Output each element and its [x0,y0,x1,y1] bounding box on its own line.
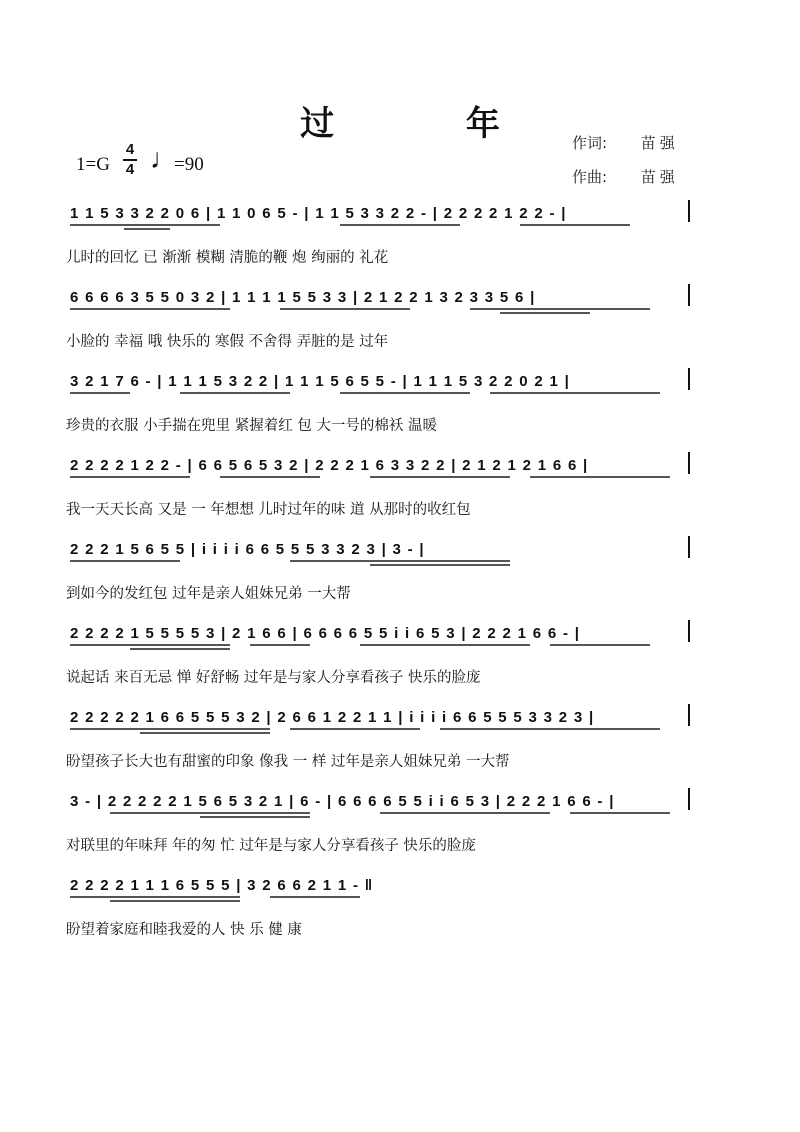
song-title: 过 年 [300,104,560,144]
beam-line [370,564,510,566]
notation-line [70,704,700,740]
barline [688,536,690,558]
beam-line [130,648,230,650]
notation-text: 2 2 2 1 5 6 5 5 | i i i i 6 6 5 5 5 3 3 2 3 | 3 - | [70,541,425,558]
notation-text: 2 2 2 2 2 1 6 6 5 5 5 3 2 | 2 6 6 1 2 2 1 1 | i i i i 6 6 5 5 5 3 3 2 3 | [70,709,595,726]
beam-line [290,728,420,730]
barline [688,284,690,306]
beam-line [70,728,270,730]
time-signature-top: 4 [125,141,135,158]
lyrics-line: 小脸的 幸福 哦 快乐的 寒假 不舍得 弄脏的是 过年 [66,334,389,350]
beam-line [370,476,510,478]
music-system-6 [0,620,800,700]
notation-line [70,620,700,656]
music-system-3 [0,368,800,448]
lyricist-name: 苗强 [640,134,679,152]
beam-line [70,560,180,562]
beam-line [70,392,130,394]
notation-line [70,872,700,908]
notation-line [70,452,700,488]
notation-text: 6 6 6 6 3 5 5 0 3 2 | 1 1 1 1 5 5 3 3 | 2 1 2 2 1 3 2 3 3 5 6 | [70,289,536,306]
beam-line [280,308,410,310]
beam-line [290,560,510,562]
notation-line [70,368,700,404]
lyrics-line: 盼望着家庭和睦我爱的人 快 乐 健 康 [66,922,302,938]
beam-line [124,228,170,230]
beam-line [70,896,240,898]
composer-credit [572,166,679,187]
music-system-8 [0,788,800,868]
beam-line [520,224,630,226]
music-system-5 [0,536,800,616]
notation-text: 1 1 5 3 3 2 2 0 6 | 1 1 0 6 5 - | 1 1 5 3 3 2 2 - | 2 2 2 2 1 2 2 - | [70,205,567,222]
time-signature-bottom: 4 [125,160,135,178]
time-signature [123,142,137,178]
lyrics-line: 到如今的发红包 过年是亲人姐妹兄弟 一大帮 [66,586,351,602]
lyrics-line: 我一天天长高 又是 一 年想想 儿时过年的味 道 从那时的收红包 [66,502,471,518]
beam-line [180,392,290,394]
barline [688,368,690,390]
beam-line [110,900,240,902]
lyricist-label: 作词: [572,134,608,152]
notation-text: 3 - | 2 2 2 2 2 1 5 6 5 3 2 1 | 6 - | 6 6 6 6 5 5 i i 6 5 3 | 2 2 2 1 6 6 - | [70,793,615,810]
music-system-1 [0,200,800,280]
barline [688,452,690,474]
beam-line [250,644,310,646]
barline [688,200,690,222]
notation-line [70,788,700,824]
barline [688,620,690,642]
lyrics-line: 说起话 来百无忌 惮 好舒畅 过年是与家人分享看孩子 快乐的脸庞 [66,670,481,686]
lyrics-line: 珍贵的衣服 小手揣在兜里 紧握着红 包 大一号的棉袄 温暖 [66,418,438,434]
notation-line [70,200,700,236]
quarter-note-icon: ♩ [150,144,178,175]
music-system-9 [0,872,800,952]
key-signature: 1=G [76,154,110,175]
music-system-4 [0,452,800,532]
beam-line [220,476,320,478]
beam-line [270,896,360,898]
notation-text: 2 2 2 2 1 5 5 5 5 3 | 2 1 6 6 | 6 6 6 6 5 5 i i 6 5 3 | 2 2 2 1 6 6 - | [70,625,581,642]
lyricist-credit [572,132,679,153]
tempo-marking: =90 [174,154,204,175]
lyrics-line: 盼望孩子长大也有甜蜜的印象 像我 一 样 过年是亲人姐妹兄弟 一大帮 [66,754,510,770]
beam-line [70,476,190,478]
beam-line [360,644,530,646]
beam-line [470,308,650,310]
beam-line [440,728,660,730]
beam-line [70,644,230,646]
beam-line [140,732,270,734]
beam-line [550,644,650,646]
beam-line [110,812,310,814]
beam-line [70,308,230,310]
barline [688,788,690,810]
lyrics-line: 对联里的年味拜 年的匆 忙 过年是与家人分享看孩子 快乐的脸庞 [66,838,476,854]
beam-line [570,812,670,814]
notation-line [70,284,700,320]
composer-label: 作曲: [572,168,608,186]
composer-name: 苗强 [640,168,679,186]
barline [688,704,690,726]
notation-text: 2 2 2 2 1 2 2 - | 6 6 5 6 5 3 2 | 2 2 2 1 6 3 3 2 2 | 2 1 2 1 2 1 6 6 | [70,457,589,474]
lyrics-line: 儿时的回忆 已 渐渐 模糊 清脆的鞭 炮 绚丽的 礼花 [66,250,389,266]
notation-line [70,536,700,572]
beam-line [530,476,670,478]
music-system-7 [0,704,800,784]
notation-text: 2 2 2 2 1 1 1 6 5 5 5 | 3 2 6 6 2 1 1 - ‖ [70,877,374,894]
notation-text: 3 2 1 7 6 - | 1 1 1 5 3 2 2 | 1 1 1 5 6 5 5 - | 1 1 1 5 3 2 2 0 2 1 | [70,373,571,390]
music-system-2 [0,284,800,364]
beam-line [340,392,470,394]
beam-line [340,224,460,226]
beam-line [70,224,220,226]
beam-line [490,392,660,394]
beam-line [200,816,310,818]
beam-line [380,812,550,814]
beam-line [500,312,590,314]
